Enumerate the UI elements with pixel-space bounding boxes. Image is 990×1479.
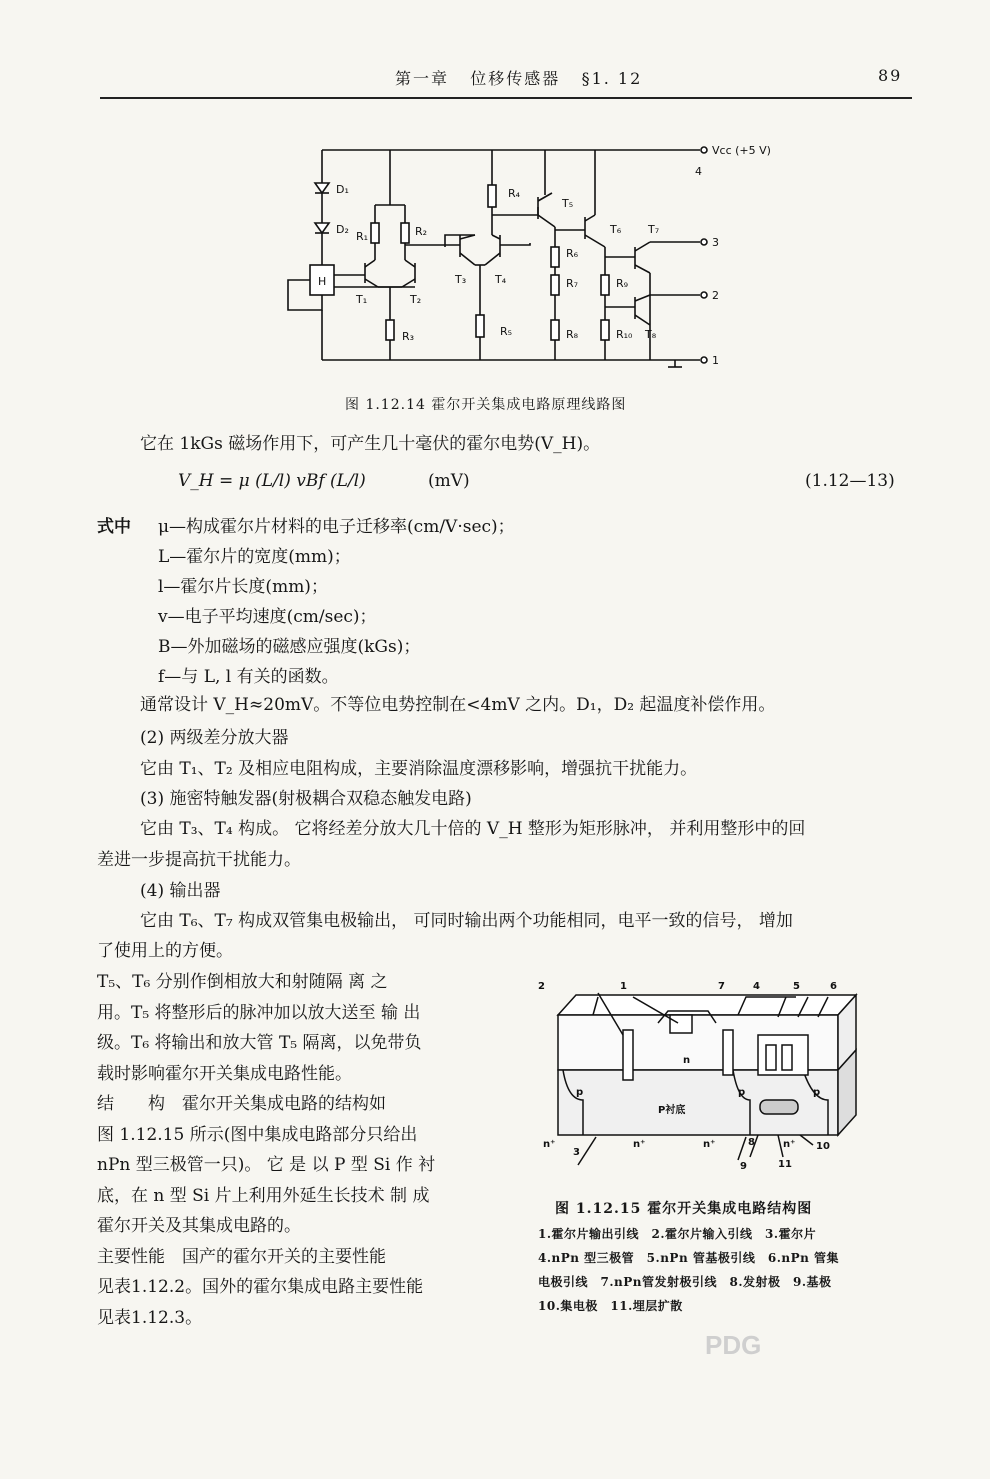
left-column-line-3: 级。T₆ 将输出和放大管 T₅ 隔离，以免带负 — [97, 1033, 422, 1053]
struct-label-nplus-3: n⁺ — [703, 1139, 716, 1150]
left-column-line-5: 结 构 霍尔开关集成电路的结构如 — [97, 1094, 386, 1114]
struct-label-7: 7 — [718, 981, 725, 992]
t8-label: T₈ — [645, 328, 657, 341]
left-column-line-9: 霍尔开关及其集成电路的。 — [97, 1216, 301, 1236]
t4-label: T₄ — [495, 273, 507, 286]
pin1-label: 1 — [712, 354, 719, 367]
r5-label: R₅ — [500, 325, 513, 338]
formula: V_H = μ (L/l) vBf (L/l) — [178, 471, 366, 491]
chapter-label: 第一章 — [395, 69, 450, 88]
left-column-line-4: 载时影响霍尔开关集成电路性能。 — [97, 1063, 352, 1084]
r6-label: R₆ — [566, 247, 579, 260]
chapter-title: 位移传感器 — [470, 69, 561, 88]
struct-label-11: 11 — [778, 1159, 792, 1170]
paragraph-2: 通常设计 V_H≈20mV。不等位电势控制在<4mV 之内。D₁，D₂ 起温度补偿作用。 — [140, 695, 776, 715]
hall-switch-structure-diagram — [538, 975, 868, 1175]
t5-label: T₅ — [562, 197, 574, 210]
hall-switch-circuit-diagram — [270, 135, 790, 380]
paragraph-4b: 差进一步提高抗干扰能力。 — [97, 850, 301, 870]
variable-definitions — [158, 516, 515, 696]
left-column-line-2: 用。T₅ 将整形后的脉冲加以放大送至 输 出 — [97, 1002, 421, 1023]
formula-unit: (mV) — [428, 471, 470, 491]
figure2-caption: 图 1.12.15 霍尔开关集成电路结构图 — [555, 1201, 813, 1217]
left-column-line-12: 见表1.12.3。 — [97, 1307, 203, 1328]
pin2-label: 2 — [712, 289, 719, 302]
d1-label: D₁ — [336, 183, 349, 196]
struct-label-p-right: p — [813, 1087, 821, 1098]
r2-label: R₂ — [415, 225, 428, 238]
definition-line-4: v—电子平均速度(cm/sec)； — [158, 607, 377, 627]
heading-diff-amp: (2) 两级差分放大器 — [140, 728, 289, 748]
definition-line-6: f—与 L, l 有关的函数。 — [158, 667, 339, 687]
left-column-line-1: T₅、T₆ 分别作倒相放大和射随隔 离 之 — [97, 972, 388, 992]
formula-number: (1.12—13) — [805, 471, 895, 491]
struct-label-nplus-2: n⁺ — [633, 1139, 646, 1150]
t2-label: T₂ — [410, 293, 422, 306]
t1-label: T₁ — [356, 293, 368, 306]
header-rule — [100, 97, 912, 99]
struct-label-nplus-4: n⁺ — [783, 1139, 796, 1150]
paragraph-1: 它在 1kGs 磁场作用下，可产生几十毫伏的霍尔电势(V_H)。 — [140, 434, 601, 454]
watermark: PDG — [705, 1330, 762, 1360]
legend-line-4: 10.集电极 11.埋层扩散 — [538, 1299, 683, 1313]
r10-label: R₁₀ — [616, 328, 633, 341]
struct-label-3: 3 — [573, 1147, 580, 1158]
r3-label: R₃ — [402, 330, 415, 343]
pin3-label: 3 — [712, 236, 719, 249]
r8-label: R₈ — [566, 328, 579, 341]
paragraph-5b: 了使用上的方便。 — [97, 941, 233, 961]
struct-label-8: 8 — [748, 1137, 755, 1148]
definition-line-1: μ—构成霍尔片材料的电子迁移率(cm/V·sec)； — [158, 517, 515, 537]
paragraph-5a: 它由 T₆、T₇ 构成双管集电极输出， 可同时输出两个功能相同，电平一致的信号， 增加 — [140, 911, 793, 931]
running-header — [395, 66, 642, 89]
struct-label-p-mid: p — [738, 1087, 746, 1098]
left-column-line-10: 主要性能 国产的霍尔开关的主要性能 — [97, 1246, 386, 1267]
struct-label-psub: P衬底 — [658, 1105, 686, 1116]
struct-label-2: 2 — [538, 981, 545, 992]
heading-output: (4) 输出器 — [140, 881, 221, 901]
r4-label: R₄ — [508, 187, 521, 200]
struct-label-5: 5 — [793, 981, 800, 992]
legend-line-3: 电极引线 7.nPn管发射极引线 8.发射极 9.基极 — [538, 1275, 832, 1289]
figure1-caption: 图 1.12.14 霍尔开关集成电路原理线路图 — [345, 397, 627, 413]
vcc-label: Vcc (+5 V) — [712, 144, 771, 157]
struct-label-p-left: p — [576, 1087, 584, 1098]
struct-label-9: 9 — [740, 1161, 747, 1172]
struct-label-1: 1 — [620, 981, 627, 992]
struct-label-nplus-1: n⁺ — [543, 1139, 556, 1150]
t7-label: T₇ — [648, 223, 660, 236]
paragraph-3: 它由 T₁、T₂ 及相应电阻构成，主要消除温度漂移影响，增强抗干扰能力。 — [140, 759, 698, 779]
where-label: 式中 — [97, 517, 131, 537]
definition-line-3: l—霍尔片长度(mm)； — [158, 577, 328, 597]
struct-label-6: 6 — [830, 981, 837, 992]
legend-line-2: 4.nPn 型三极管 5.nPn 管基极引线 6.nPn 管集 — [538, 1251, 840, 1265]
left-column-line-7: nPn 型三极管一只)。 它 是 以 P 型 Si 作 衬 — [97, 1155, 436, 1175]
r9-label: R₉ — [616, 277, 629, 290]
hall-element-label: H — [318, 275, 327, 288]
paragraph-4a: 它由 T₃、T₄ 构成。 它将经差分放大几十倍的 V_H 整形为矩形脉冲， 并利用整形中的回 — [140, 819, 806, 839]
page-number: 89 — [878, 66, 903, 85]
definition-line-5: B—外加磁场的磁感应强度(kGs)； — [158, 637, 421, 657]
struct-label-10: 10 — [816, 1141, 830, 1152]
struct-label-n: n — [683, 1055, 691, 1066]
definition-line-2: L—霍尔片的宽度(mm)； — [158, 547, 351, 567]
d2-label: D₂ — [336, 223, 349, 236]
left-column-text — [97, 971, 435, 1337]
t6-label: T₆ — [610, 223, 622, 236]
left-column-line-6: 图 1.12.15 所示(图中集成电路部分只给出 — [97, 1124, 418, 1145]
left-column-line-11: 见表1.12.2。国外的霍尔集成电路主要性能 — [97, 1277, 424, 1297]
left-column-line-8: 底，在 n 型 Si 片上利用外延生长技术 制 成 — [97, 1185, 430, 1206]
legend-line-1: 1.霍尔片输出引线 2.霍尔片输入引线 3.霍尔片 — [538, 1227, 817, 1241]
section-number: §1. 12 — [581, 69, 643, 88]
pin4-label: 4 — [695, 165, 702, 178]
r7-label: R₇ — [566, 277, 579, 290]
t3-label: T₃ — [455, 273, 467, 286]
heading-schmitt: (3) 施密特触发器(射极耦合双稳态触发电路) — [140, 789, 472, 809]
figure2-legend — [538, 1225, 839, 1321]
r1-label: R₁ — [356, 230, 369, 243]
struct-label-4: 4 — [753, 981, 760, 992]
